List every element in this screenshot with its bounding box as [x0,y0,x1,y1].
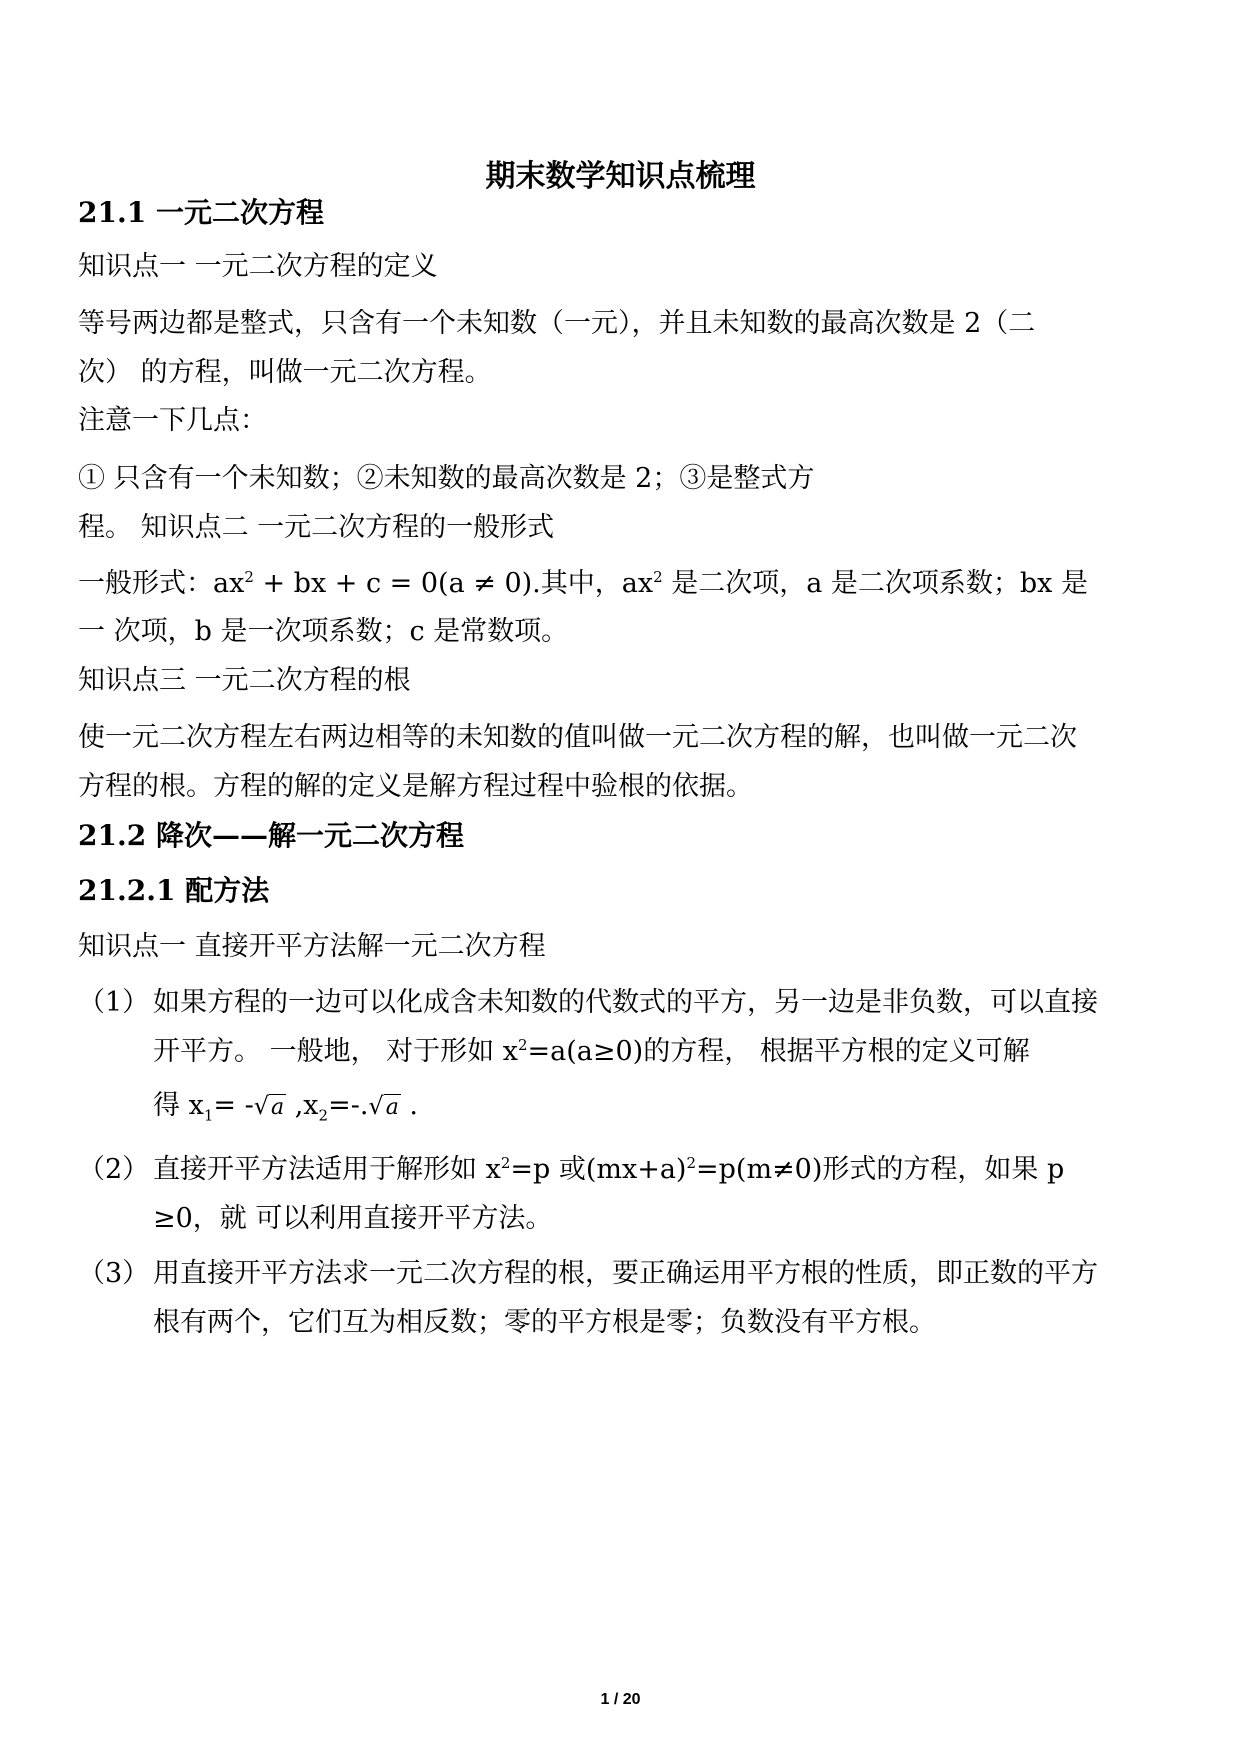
square-root-expression [254,1088,286,1126]
subscript: 1 [203,1106,214,1125]
general-form-line-2: 一 次项，b 是一次项系数；c 是常数项。 [78,616,569,647]
general-form-text: 一般形式：ax [78,568,245,599]
item-1-line-3 [153,1088,418,1126]
item-1-line-1: 如果方程的一边可以化成含未知数的代数式的平方，另一边是非负数，可以直接 [153,987,1098,1018]
square-root-expression [368,1088,400,1126]
general-form-text: 是二次项，a 是二次项系数；bx 是 [662,568,1088,599]
direct-root-kp-title: 知识点一 直接开平方法解一元二次方程 [78,931,546,962]
general-form-line-1 [78,566,1088,602]
note-line-2: 程。 知识点二 一元二次方程的一般形式 [78,512,555,543]
page-number: 1 / 20 [600,1691,641,1708]
item-2-line-1 [153,1152,1064,1188]
item-1-line-2 [153,1034,1030,1070]
item-3-number: （3） [78,1258,150,1289]
item-text: . [400,1090,419,1121]
item-1-number: （1） [78,987,150,1018]
item-3-line-1: 用直接开平方法求一元二次方程的根，要正确运用平方根的性质，即正数的平方 [153,1258,1098,1289]
section-heading-21-1 [78,195,324,231]
definition-line-1: 等号两边都是整式，只含有一个未知数（一元），并且未知数的最高次数是 2（二 [78,308,1036,339]
general-form-text: + bx + c = 0(a ≠ 0).其中，ax [253,568,654,599]
superscript: 2 [686,1154,697,1172]
root-definition-line-2: 方程的根。方程的解的定义是解方程过程中验根的依据。 [78,771,753,802]
page-title: 期末数学知识点梳理 [485,160,756,193]
note-title: 注意一下几点： [78,405,267,436]
definition-line-2: 次） 的方程，叫做一元二次方程。 [78,357,492,388]
item-3-line-2: 根有两个，它们互为相反数；零的平方根是零；负数没有平方根。 [153,1307,936,1338]
superscript: 2 [653,568,663,586]
item-text: =a(a≥0)的方程， 根据平方根的定义可解 [527,1036,1030,1067]
radical-sign: √ [368,1092,384,1120]
item-2-line-2: ≥0，就 可以利用直接开平方法。 [153,1203,553,1234]
subsection-heading-21-2-1 [78,873,269,909]
item-text: 直接开平方法适用于解形如 x [153,1154,501,1185]
radicand: a [385,1095,399,1120]
superscript: 2 [517,1036,528,1054]
item-text: 得 x [153,1090,204,1121]
subscript: 2 [318,1106,329,1125]
item-text: =p(m≠0)形式的方程，如果 p [696,1154,1065,1185]
subsection-number: 21.2.1 [78,874,176,907]
radical-sign: √ [253,1092,269,1120]
item-text: = - [213,1090,254,1121]
item-text: =p 或(mx+a) [510,1154,687,1185]
item-text: =-. [328,1090,369,1121]
section-title: 一元二次方程 [155,196,324,229]
kp1-title: 知识点一 一元二次方程的定义 [78,251,438,282]
superscript: 2 [244,568,254,586]
radicand: a [271,1095,285,1120]
kp3-title: 知识点三 一元二次方程的根 [78,665,411,696]
item-2-number: （2） [78,1154,150,1185]
subsection-title: 配方法 [185,874,270,907]
section-title: 降次——解一元二次方程 [155,819,464,852]
root-definition-line-1: 使一元二次方程左右两边相等的未知数的值叫做一元二次方程的解，也叫做一元二次 [78,722,1077,753]
item-text: 开平方。 一般地， 对于形如 x [153,1036,518,1067]
item-text: ,x [286,1090,319,1121]
section-heading-21-2 [78,818,464,854]
superscript: 2 [500,1154,511,1172]
note-line-1: ① 只含有一个未知数；②未知数的最高次数是 2；③是整式方 [78,463,815,494]
section-number: 21.2 [78,819,147,852]
section-number: 21.1 [78,196,147,229]
